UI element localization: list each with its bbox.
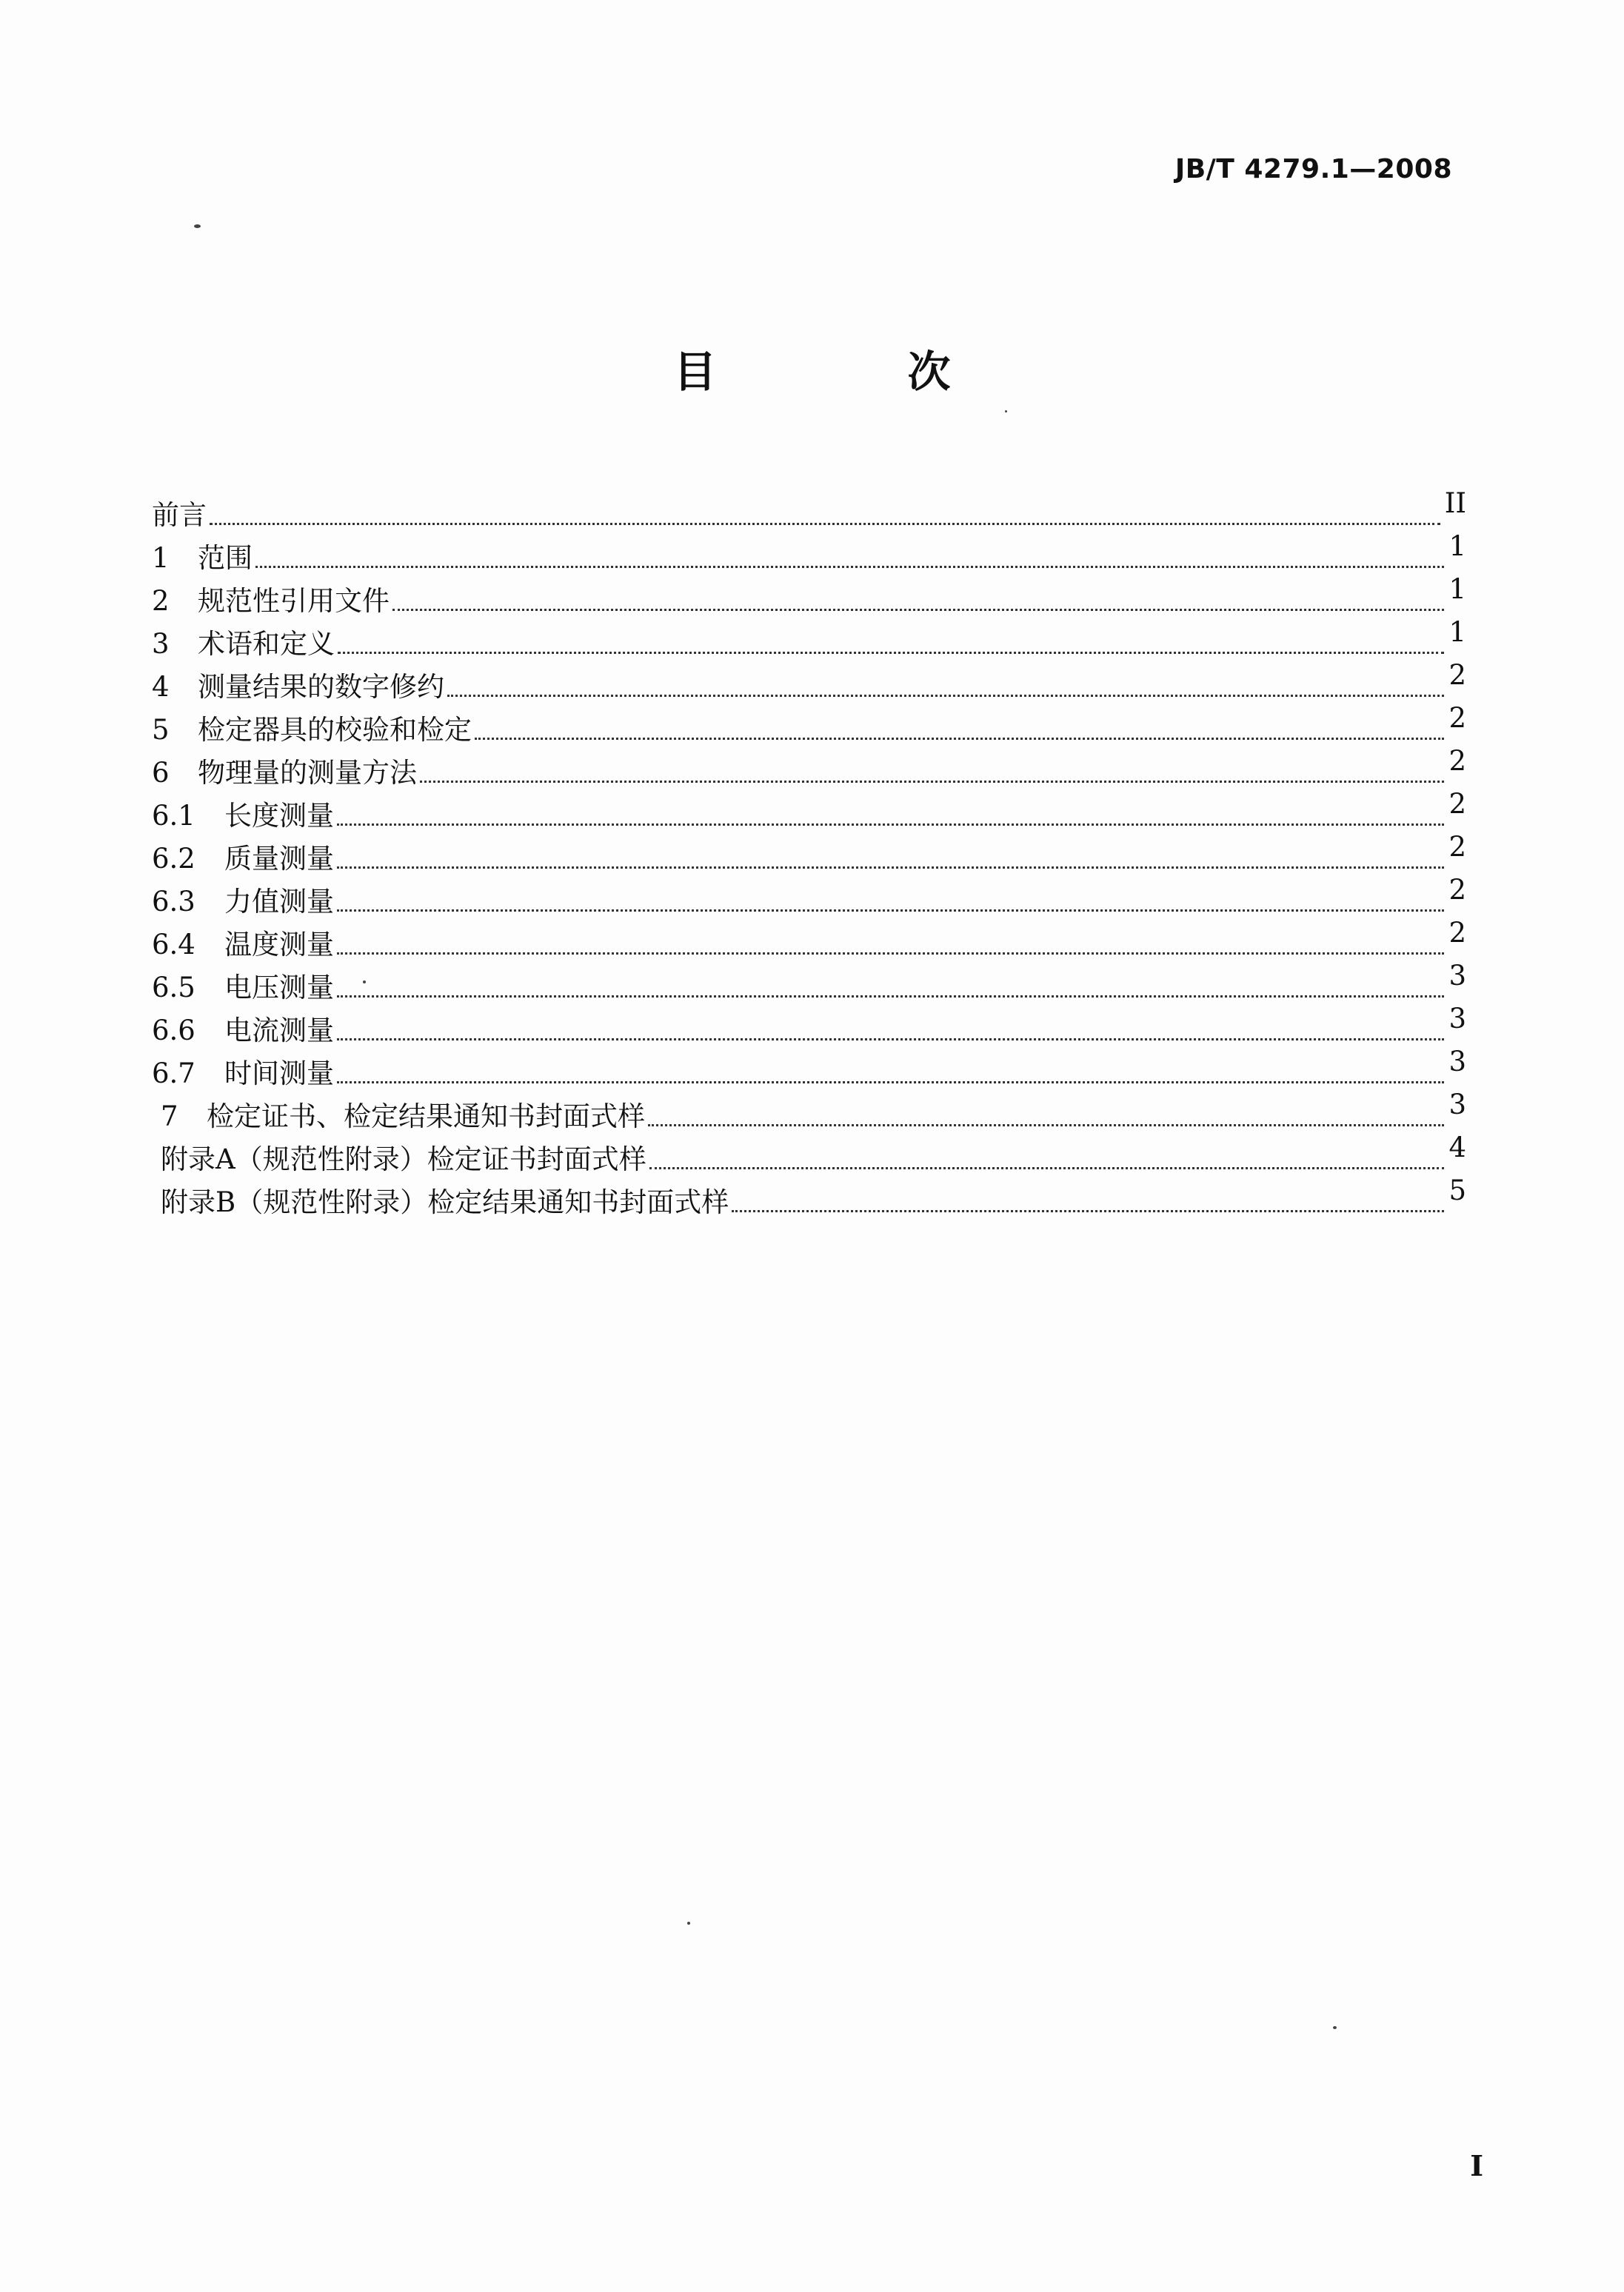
toc-leader xyxy=(392,609,1444,611)
toc-entry-page: 2 xyxy=(1448,745,1466,777)
toc-entry-annex-a[interactable] xyxy=(152,1133,1466,1176)
document-code: JB/T 4279.1—2008 xyxy=(1174,154,1452,184)
scan-speck xyxy=(687,1922,690,1925)
toc-entry-text: 附录B（规范性附录）检定结果通知书封面式样 xyxy=(161,1186,729,1218)
toc-entry-text: 术语和定义 xyxy=(198,628,335,660)
toc-entry-page: 5 xyxy=(1448,1175,1466,1206)
toc-leader xyxy=(447,695,1444,697)
toc-leader xyxy=(337,1081,1444,1083)
page-number: I xyxy=(1470,2149,1483,2182)
toc-entry-6[interactable] xyxy=(152,746,1466,789)
toc-entry-text: 长度测量 xyxy=(224,800,334,832)
toc-leader xyxy=(255,566,1444,568)
toc-entry-text: 温度测量 xyxy=(224,929,334,960)
toc-entry-page: 2 xyxy=(1448,788,1466,820)
toc-entry-number: 7 xyxy=(161,1100,178,1132)
scan-speck xyxy=(363,980,366,983)
toc-leader xyxy=(337,1038,1444,1040)
toc-entry-number: 5 xyxy=(152,714,170,746)
toc-entry-3[interactable] xyxy=(152,618,1466,661)
toc-leader xyxy=(420,781,1444,783)
toc-entry-number: 6.7 xyxy=(152,1058,196,1089)
toc-entry-page: 2 xyxy=(1448,659,1466,691)
toc-entry-foreword[interactable] xyxy=(152,489,1466,532)
toc-entry-number: 6.2 xyxy=(152,843,196,875)
toc-entry-number: 2 xyxy=(152,585,170,617)
scan-speck xyxy=(194,224,201,228)
toc-entry-7[interactable] xyxy=(152,1090,1466,1133)
toc-leader xyxy=(338,652,1444,654)
toc-entry-number: 6.1 xyxy=(152,800,196,832)
toc-entry-text: 电流测量 xyxy=(224,1015,334,1046)
toc-entry-4[interactable] xyxy=(152,661,1466,704)
toc-entry-page: 3 xyxy=(1448,1003,1466,1035)
toc-entry-text: 附录A（规范性附录）检定证书封面式样 xyxy=(161,1143,646,1175)
toc-entry-6-6[interactable] xyxy=(152,1004,1466,1047)
toc-entry-page: 2 xyxy=(1448,917,1466,949)
toc-entry-6-5[interactable] xyxy=(152,961,1466,1004)
toc-entry-text: 前言 xyxy=(152,499,207,531)
toc-entry-number: 6.4 xyxy=(152,929,196,960)
toc-entry-text: 时间测量 xyxy=(224,1058,334,1089)
toc-leader xyxy=(337,995,1444,998)
toc-entry-number: 3 xyxy=(152,628,170,660)
toc-entry-number: 1 xyxy=(152,542,170,574)
toc-entry-page: 2 xyxy=(1448,874,1466,906)
scan-speck xyxy=(1005,410,1007,412)
toc-entry-text: 电压测量 xyxy=(224,972,334,1003)
scan-speck xyxy=(1333,2026,1337,2029)
toc-entry-number: 6.6 xyxy=(152,1015,196,1046)
toc-entry-number: 6.3 xyxy=(152,886,196,918)
toc-entry-page: 2 xyxy=(1448,702,1466,734)
toc-entry-text: 测量结果的数字修约 xyxy=(198,671,444,703)
toc-entry-number: 6.5 xyxy=(152,972,196,1003)
toc-leader xyxy=(337,952,1444,955)
toc-entry-6-3[interactable] xyxy=(152,875,1466,918)
toc-leader xyxy=(210,523,1440,525)
toc-entry-text: 规范性引用文件 xyxy=(198,585,390,617)
toc-entry-1[interactable] xyxy=(152,532,1466,575)
toc-leader xyxy=(337,823,1444,826)
toc-leader xyxy=(337,909,1444,912)
toc-entry-page: 4 xyxy=(1448,1132,1466,1163)
page-title: 目 次 xyxy=(673,347,1025,397)
toc-entry-number: 4 xyxy=(152,671,170,703)
toc-entry-page: 2 xyxy=(1448,831,1466,863)
toc-leader xyxy=(732,1210,1444,1212)
toc-entry-6-7[interactable] xyxy=(152,1047,1466,1090)
toc-entry-annex-b[interactable] xyxy=(152,1176,1466,1219)
toc-leader xyxy=(648,1124,1444,1126)
toc-entry-page: 1 xyxy=(1448,573,1466,605)
toc-entry-text: 力值测量 xyxy=(224,886,334,918)
toc-entry-number: 6 xyxy=(152,757,170,789)
toc-entry-page: 1 xyxy=(1448,530,1466,562)
toc-entry-text: 检定证书、检定结果通知书封面式样 xyxy=(207,1100,645,1132)
toc-leader xyxy=(337,866,1444,869)
toc-entry-page: II xyxy=(1444,487,1466,519)
toc-entry-6-4[interactable] xyxy=(152,918,1466,961)
toc-entry-page: 3 xyxy=(1448,960,1466,992)
table-of-contents xyxy=(152,489,1466,1219)
toc-entry-page: 3 xyxy=(1448,1089,1466,1120)
toc-leader xyxy=(649,1167,1445,1169)
toc-entry-page: 1 xyxy=(1448,616,1466,648)
toc-entry-text: 检定器具的校验和检定 xyxy=(198,714,472,746)
toc-entry-text: 范围 xyxy=(198,542,253,574)
toc-entry-2[interactable] xyxy=(152,575,1466,618)
toc-entry-page: 3 xyxy=(1448,1046,1466,1077)
toc-entry-6-1[interactable] xyxy=(152,789,1466,832)
toc-leader xyxy=(475,738,1444,740)
toc-entry-text: 物理量的测量方法 xyxy=(198,757,417,789)
toc-entry-5[interactable] xyxy=(152,704,1466,746)
toc-entry-text: 质量测量 xyxy=(224,843,334,875)
toc-entry-6-2[interactable] xyxy=(152,832,1466,875)
